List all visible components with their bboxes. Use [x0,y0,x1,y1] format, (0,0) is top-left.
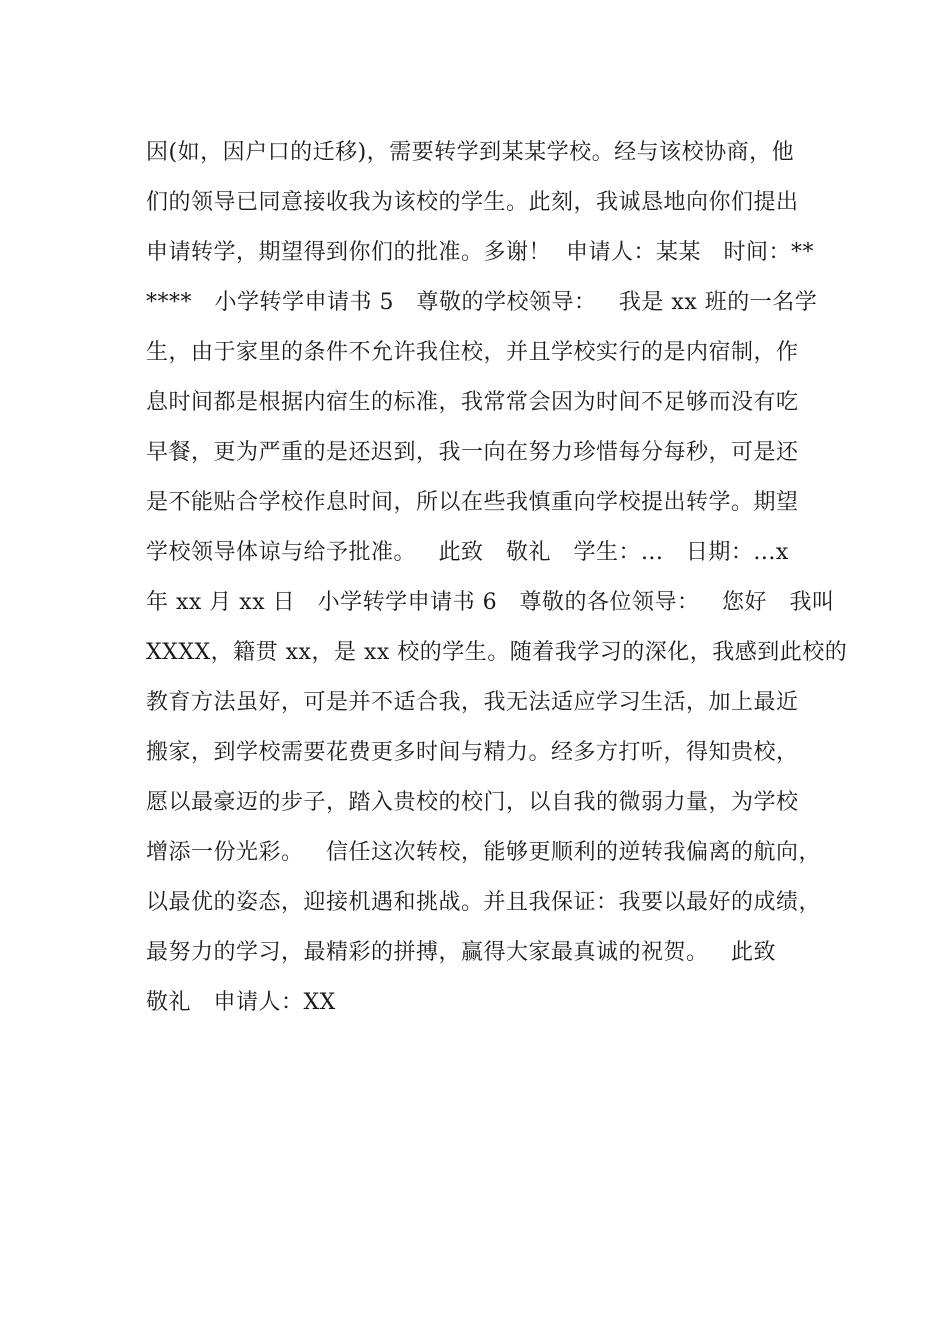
text-line: 敬礼 申请人：XX [146,990,336,1015]
text-line: **** 小学转学申请书 5 尊敬的学校领导： 我是 xx 班的一名学 [146,290,818,315]
text-line: 是不能贴合学校作息时间，所以在些我慎重向学校提出转学。期望 [146,490,799,515]
text-line: 教育方法虽好，可是并不适合我，我无法适应学习生活，加上最近 [146,690,799,715]
text-line: 年 xx 月 xx 日 小学转学申请书 6 尊敬的各位领导： 您好 我叫 [146,590,835,615]
text-line: 早餐，更为严重的是还迟到，我一向在努力珍惜每分每秒，可是还 [146,440,799,465]
body-text [146,128,846,1028]
text-line: 生，由于家里的条件不允许我住校，并且学校实行的是内宿制，作 [146,340,799,365]
text-line: 增添一份光彩。 信任这次转校，能够更顺利的逆转我偏离的航向， [146,840,821,865]
text-line: 以最优的姿态，迎接机遇和挑战。并且我保证：我要以最好的成绩， [146,890,822,915]
text-line: 申请转学，期望得到你们的批准。多谢！ 申请人：某某 时间：** [146,240,814,265]
text-line: 息时间都是根据内宿生的标准，我常常会因为时间不足够而没有吃 [146,390,799,415]
text-line: 因(如，因户口的迁移)，需要转学到某某学校。经与该校协商，他 [146,140,795,165]
text-line: XXXX，籍贯 xx，是 xx 校的学生。随着我学习的深化，我感到此校的 [146,640,848,665]
text-line: 搬家，到学校需要花费更多时间与精力。经多方打听，得知贵校， [146,740,799,765]
text-line: 学校领导体谅与给予批准。 此致 敬礼 学生：... 日期：...x [146,540,789,565]
text-line: 们的领导已同意接收我为该校的学生。此刻，我诚恳地向你们提出 [146,190,799,215]
text-line: 最努力的学习，最精彩的拼搏，赢得大家最真诚的祝贺。 此致 [146,940,776,965]
text-line: 愿以最豪迈的步子，踏入贵校的校门，以自我的微弱力量，为学校 [146,790,799,815]
